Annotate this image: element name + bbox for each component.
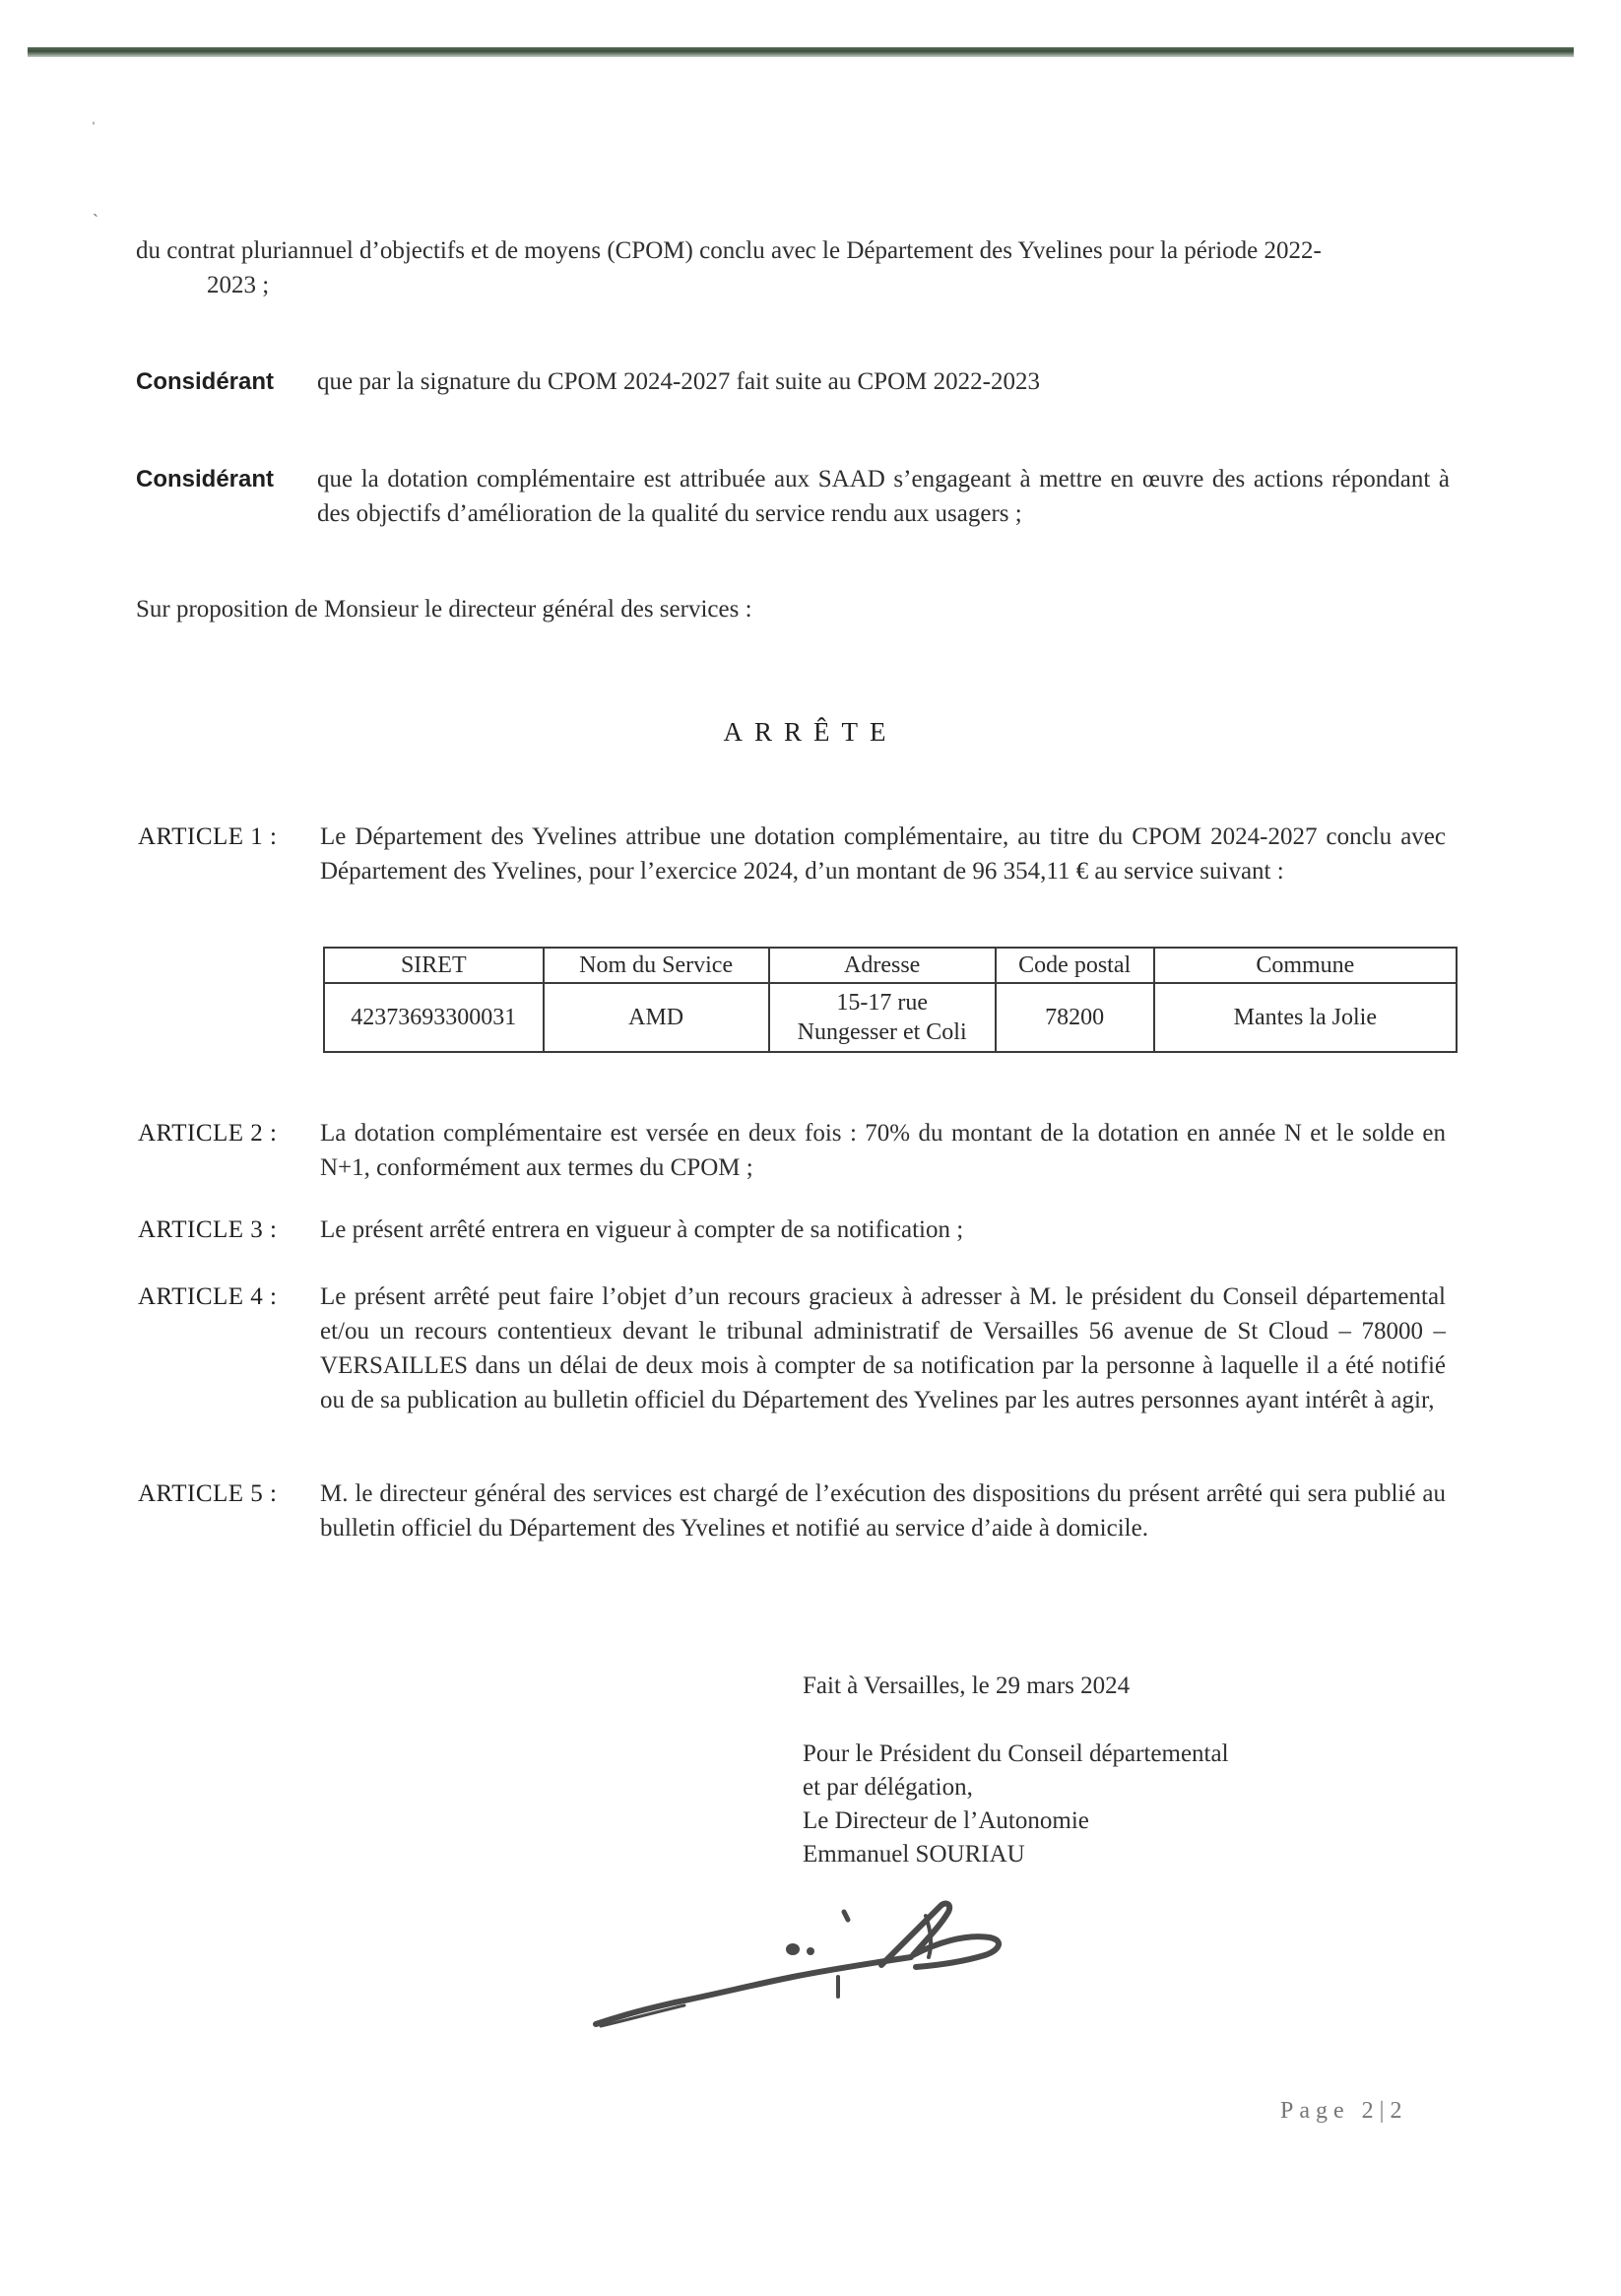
column-header-adresse: Adresse: [769, 948, 996, 983]
article-label: ARTICLE 5 :: [138, 1480, 278, 1507]
considerant-label: Considérant: [136, 368, 275, 395]
cell-adresse-line-2: Nungesser et Coli: [797, 1019, 967, 1045]
cell-code-postal: 78200: [996, 983, 1154, 1052]
signatory-line-3: Le Directeur de l’Autonomie: [803, 1807, 1089, 1834]
cell-nom: AMD: [544, 983, 769, 1052]
proposition-text: Sur proposition de Monsieur le directeur général des services :: [136, 596, 752, 623]
cell-adresse-line-1: 15-17 rue: [836, 990, 928, 1016]
considerant-text: que la dotation complémentaire est attribuée aux SAAD s’engageant à mettre en œuvre des actions répondant à des objectifs d’amélioration de la qualité du service rendu aux usagers ;: [317, 466, 1450, 527]
cell-siret: 42373693300031: [324, 983, 544, 1052]
column-header-nom: Nom du Service: [544, 948, 769, 983]
decree-heading: ARRÊTE: [723, 717, 898, 747]
table-header-row: [324, 948, 1457, 983]
signatory-line-1: Pour le Président du Conseil départemental: [803, 1740, 1229, 1767]
preamble-line-1: du contrat pluriannuel d’objectifs et de moyens (CPOM) conclu avec le Département des Yvelines pour la période 2022-: [136, 237, 1322, 264]
article-text: La dotation complémentaire est versée en deux fois : 70% du montant de la dotation en année N et le solde en N+1, conformément aux termes du CPOM ;: [320, 1120, 1446, 1181]
header-rule: [28, 47, 1574, 57]
handwritten-signature: [586, 1886, 1029, 2044]
service-table: [323, 947, 1458, 1053]
column-header-commune: Commune: [1154, 948, 1457, 983]
article-text: Le Département des Yvelines attribue une dotation complémentaire, au titre du CPOM 2024-2027 conclu avec Département des Yvelines, pour l’exercice 2024, d’un montant de 96 354,11 € au service suivant :: [320, 823, 1446, 885]
place-date: Fait à Versailles, le 29 mars 2024: [803, 1673, 1131, 1699]
article-label: ARTICLE 3 :: [138, 1216, 278, 1243]
scan-mark: ˈ: [91, 118, 97, 138]
article-label: ARTICLE 2 :: [138, 1120, 278, 1147]
article-text: Le présent arrêté peut faire l’objet d’un recours gracieux à adresser à M. le président du Conseil départemental et/ou un recours contentieux devant le tribunal administratif de Versailles 56 avenue de St Cloud – 78000 – VERSAILLES dans un délai de deux mois à compter de sa notification par la personne à laquelle il a été notifié ou de sa publication au bulletin officiel du Département des Yvelines par les autres personnes ayant intérêt à agir,: [320, 1283, 1446, 1413]
article-label: ARTICLE 1 :: [138, 823, 278, 850]
table-row: [324, 983, 1457, 1052]
page-number: Page 2|2: [1280, 2098, 1408, 2124]
preamble-line-2: 2023 ;: [207, 272, 270, 298]
article-text: M. le directeur général des services est chargé de l’exécution des dispositions du présent arrêté qui sera publié au bulletin officiel du Département des Yvelines et notifié au service d’aide à domicile.: [320, 1480, 1446, 1542]
signatory-name: Emmanuel SOURIAU: [803, 1841, 1025, 1868]
cell-adresse: [769, 983, 996, 1052]
considerant-text: que par la signature du CPOM 2024-2027 fait suite au CPOM 2022-2023: [317, 368, 1040, 395]
signatory-line-2: et par délégation,: [803, 1774, 973, 1801]
considerant-label: Considérant: [136, 466, 275, 492]
article-text: Le présent arrêté entrera en vigueur à compter de sa notification ;: [320, 1216, 964, 1243]
column-header-siret: SIRET: [324, 948, 544, 983]
scan-mark: ˏ: [93, 197, 98, 217]
article-label: ARTICLE 4 :: [138, 1283, 278, 1310]
cell-commune: Mantes la Jolie: [1154, 983, 1457, 1052]
column-header-code-postal: Code postal: [996, 948, 1154, 983]
